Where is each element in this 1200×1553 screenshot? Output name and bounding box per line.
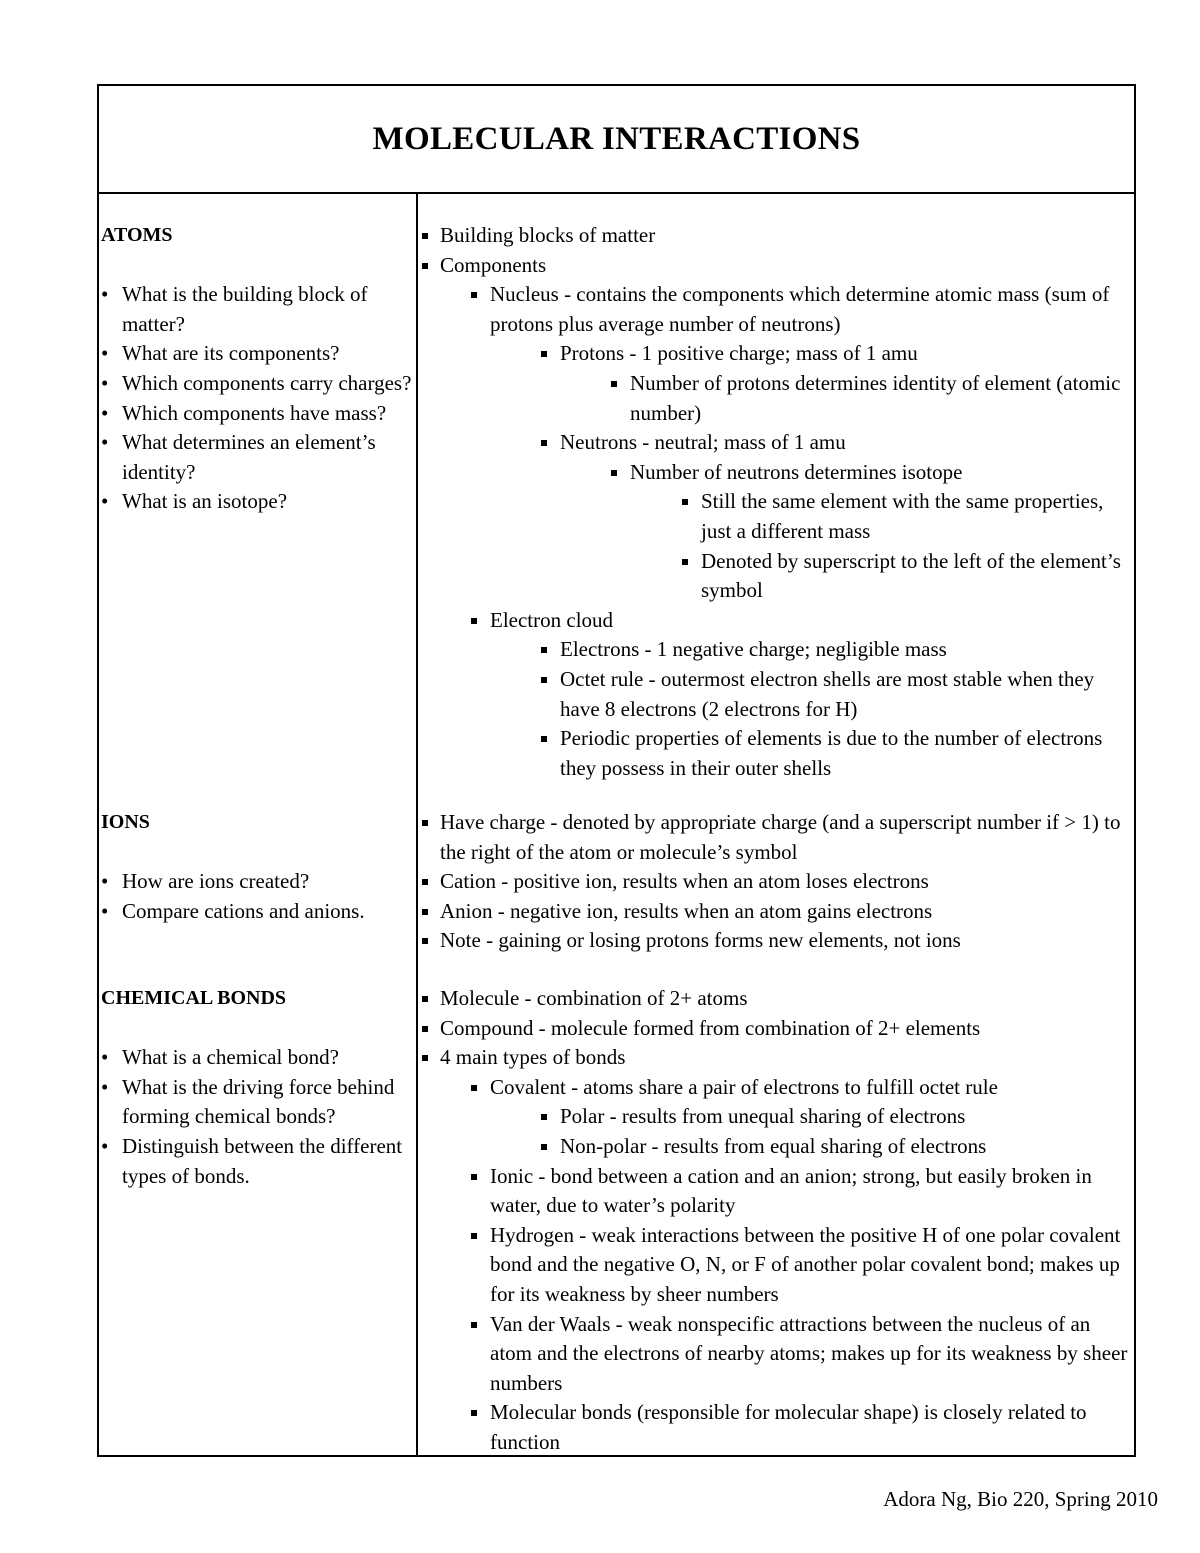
question-item: • Which components carry charges? <box>101 369 413 399</box>
page-title: MOLECULAR INTERACTIONS <box>372 120 861 157</box>
note-item: Covalent - atoms share a pair of electrons to fulfill octet rule <box>419 1073 1134 1103</box>
question-item: • What is the driving force behind forming chemical bonds? <box>101 1073 413 1132</box>
section-heading: CHEMICAL BONDS <box>101 987 287 1009</box>
note-item: Molecular bonds (responsible for molecular shape) is closely related to function <box>419 1398 1134 1457</box>
note-item: 4 main types of bonds <box>419 1043 1134 1073</box>
section-heading: ATOMS <box>101 224 173 246</box>
notes-list <box>419 984 1134 1458</box>
note-item: Components <box>419 251 1134 281</box>
section-atoms-questions <box>101 221 413 517</box>
note-item: Van der Waals - weak nonspecific attractions between the nucleus of an atom and the electrons of nearby atoms; makes up for its weakness by sheer numbers <box>419 1310 1134 1399</box>
note-item: Electrons - 1 negative charge; negligible mass <box>419 635 1134 665</box>
question-item: • How are ions created? <box>101 867 413 897</box>
question-item: • What is an isotope? <box>101 487 413 517</box>
question-item: • Compare cations and anions. <box>101 897 413 927</box>
note-item: Anion - negative ion, results when an atom gains electrons <box>419 897 1134 927</box>
note-item: Building blocks of matter <box>419 221 1134 251</box>
note-item: Nucleus - contains the components which determine atomic mass (sum of protons plus average number of neutrons) <box>419 280 1134 339</box>
section-bonds-questions <box>101 984 413 1191</box>
note-item: Cation - positive ion, results when an atom loses electrons <box>419 867 1134 897</box>
notes-list <box>419 808 1134 956</box>
note-item: Compound - molecule formed from combination of 2+ elements <box>419 1014 1134 1044</box>
outline-table <box>97 84 1136 1457</box>
title-row <box>99 86 1134 194</box>
note-item: Denoted by superscript to the left of the element’s symbol <box>419 547 1134 606</box>
note-item: Note - gaining or losing protons forms new elements, not ions <box>419 926 1134 956</box>
question-list <box>101 280 413 517</box>
note-item: Periodic properties of elements is due to the number of electrons they possess in their outer shells <box>419 724 1134 783</box>
note-item: Number of protons determines identity of element (atomic number) <box>419 369 1134 428</box>
note-item: Number of neutrons determines isotope <box>419 458 1134 488</box>
note-item: Molecule - combination of 2+ atoms <box>419 984 1134 1014</box>
question-item: • What determines an element’s identity? <box>101 428 413 487</box>
note-item: Octet rule - outermost electron shells are most stable when they have 8 electrons (2 electrons for H) <box>419 665 1134 724</box>
section-ions-questions <box>101 808 413 926</box>
note-item: Still the same element with the same properties, just a different mass <box>419 487 1134 546</box>
note-item: Neutrons - neutral; mass of 1 amu <box>419 428 1134 458</box>
note-item: Ionic - bond between a cation and an anion; strong, but easily broken in water, due to water’s polarity <box>419 1162 1134 1221</box>
column-divider <box>416 192 418 1455</box>
question-list <box>101 1043 413 1191</box>
note-item: Polar - results from unequal sharing of electrons <box>419 1102 1134 1132</box>
question-list <box>101 867 413 926</box>
note-item: Non-polar - results from equal sharing of electrons <box>419 1132 1134 1162</box>
note-item: Hydrogen - weak interactions between the positive H of one polar covalent bond and the negative O, N, or F of another polar covalent bond; makes up for its weakness by sheer numbers <box>419 1221 1134 1310</box>
section-heading: IONS <box>101 811 150 833</box>
section-bonds-notes <box>419 984 1134 1458</box>
question-item: • What are its components? <box>101 339 413 369</box>
note-item: Have charge - denoted by appropriate charge (and a superscript number if > 1) to the right of the atom or molecule’s symbol <box>419 808 1134 867</box>
question-item: • What is a chemical bond? <box>101 1043 413 1073</box>
question-item: • What is the building block of matter? <box>101 280 413 339</box>
question-item: • Which components have mass? <box>101 399 413 429</box>
question-item: • Distinguish between the different types of bonds. <box>101 1132 413 1191</box>
section-ions-notes <box>419 808 1134 956</box>
section-atoms-notes <box>419 221 1134 783</box>
note-item: Electron cloud <box>419 606 1134 636</box>
notes-list <box>419 221 1134 783</box>
note-item: Protons - 1 positive charge; mass of 1 amu <box>419 339 1134 369</box>
footer-credit: Adora Ng, Bio 220, Spring 2010 <box>883 1487 1158 1511</box>
